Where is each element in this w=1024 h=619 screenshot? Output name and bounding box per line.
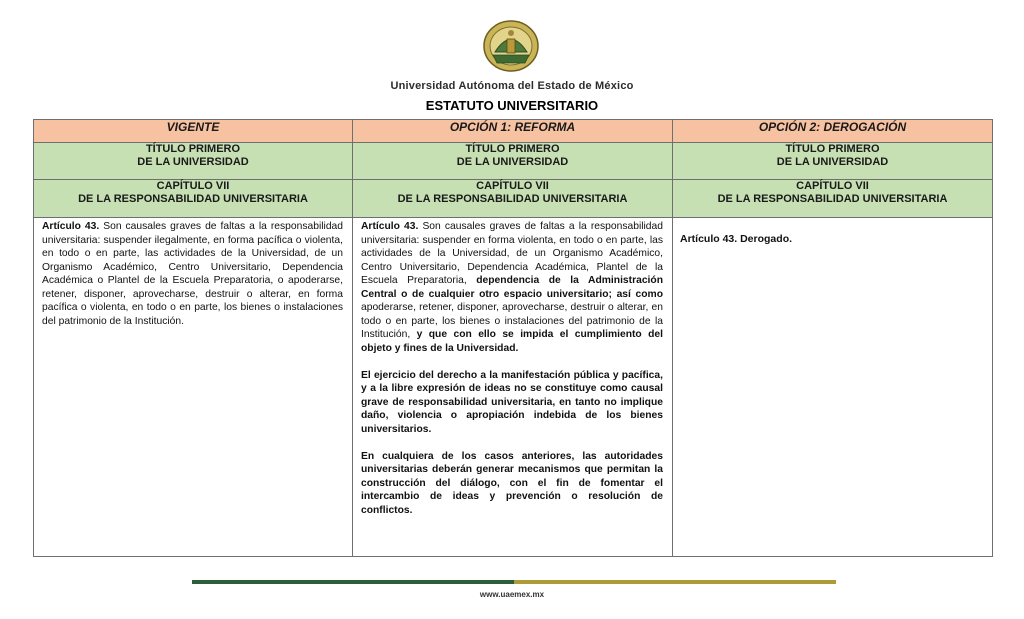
article-amendment: y que con ello se impida el cumplimiento del objeto y fines de la Universidad. (361, 329, 663, 354)
article-label: Artículo 43. (42, 221, 100, 232)
capitulo-label: CAPÍTULO VII (156, 180, 230, 192)
university-seal-icon (481, 19, 541, 73)
capitulo-cell (34, 180, 353, 218)
capitulo-row (34, 180, 993, 218)
institution-name: Universidad Autónoma del Estado de México (390, 80, 634, 92)
capitulo-cell (353, 180, 673, 218)
titulo-cell (353, 143, 673, 180)
vigente-article-cell (34, 218, 353, 557)
document-title: ESTATUTO UNIVERSITARIO (425, 98, 599, 113)
titulo-row (34, 143, 993, 180)
column-heading-reforma: OPCIÓN 1: REFORMA (353, 120, 673, 143)
article-body: Son causales graves de faltas a la responsabilidad universitaria: suspender ilegalmente, en forma pacífica o violenta, en todo o en parte, las actividades de la Universidad, de un Organismo Académico, Centro Universitario, Dependencia Académica o Plantel de la Escuela Preparatoria, o apoderarse, retener, disponer, aprovecharse, destruir o alterar, en forma pacífica o violenta, en todo o en parte, los bienes o instalaciones del patrimonio de la Institución. (42, 221, 343, 327)
footer-bar-gold (514, 580, 836, 584)
article-body: apoderarse, retener, disponer, aprovecharse, destruir o alterar, en todo o en parte, los bienes o instalaciones del patrimonio de la Institución, (361, 302, 663, 340)
capitulo-label: CAPÍTULO VII (796, 180, 869, 192)
titulo-label: TÍTULO PRIMERO (785, 143, 880, 155)
article-amendment: dependencia de la Administración Central o de cualquier otro espacio universitario; así como (361, 275, 663, 300)
capitulo-subtitle: DE LA RESPONSABILIDAD UNIVERSITARIA (397, 193, 628, 205)
titulo-label: TÍTULO PRIMERO (465, 143, 560, 155)
reforma-paragraph-3: En cualquiera de los casos anteriores, las autoridades universitarias deberán generar mecanismos que permitan la construcción del diálogo, con el fin de fomentar el intercambio de ideas y prevención o resolución de conflictos. (361, 450, 663, 516)
capitulo-cell (673, 180, 993, 218)
titulo-cell (673, 143, 993, 180)
column-heading-vigente: VIGENTE (34, 120, 353, 143)
article-label: Artículo 43. (361, 221, 419, 232)
table-header-row (34, 120, 993, 143)
comparison-table (33, 119, 993, 557)
article-body: Son causales graves de faltas a la responsabilidad universitaria: suspender en forma violenta, en todo o en parte, las actividades de la Universidad, de un Organismo Académico, Centro Universitario, Dependencia Académica, Plantel de la Escuela Preparatoria, (361, 221, 663, 286)
reforma-paragraph-2: El ejercicio del derecho a la manifestación pública y pacífica, y a la libre expresión de ideas no se constituye como causal grave de responsabilidad universitaria, en tanto no implique daño, violencia o apropiación indebida de los bienes universitarios. (361, 369, 663, 435)
column-heading-derogacion: OPCIÓN 2: DEROGACIÓN (673, 120, 993, 143)
derogacion-article-cell (673, 218, 993, 557)
reforma-article-text (361, 220, 663, 355)
titulo-label: TÍTULO PRIMERO (145, 143, 241, 155)
footer-bar-green (192, 580, 514, 584)
capitulo-label: CAPÍTULO VII (476, 180, 549, 192)
titulo-subtitle: DE LA UNIVERSIDAD (456, 156, 569, 168)
reforma-article-cell (353, 218, 673, 557)
article-row (34, 218, 993, 557)
footer-url: www.uaemex.mx (479, 590, 545, 599)
titulo-subtitle: DE LA UNIVERSIDAD (137, 156, 249, 168)
capitulo-subtitle: DE LA RESPONSABILIDAD UNIVERSITARIA (717, 193, 948, 205)
derogacion-article-text: Artículo 43. Derogado. (680, 233, 793, 245)
capitulo-subtitle: DE LA RESPONSABILIDAD UNIVERSITARIA (78, 193, 308, 205)
titulo-subtitle: DE LA UNIVERSIDAD (776, 156, 889, 168)
titulo-cell (34, 143, 353, 180)
vigente-article-text (42, 220, 343, 328)
